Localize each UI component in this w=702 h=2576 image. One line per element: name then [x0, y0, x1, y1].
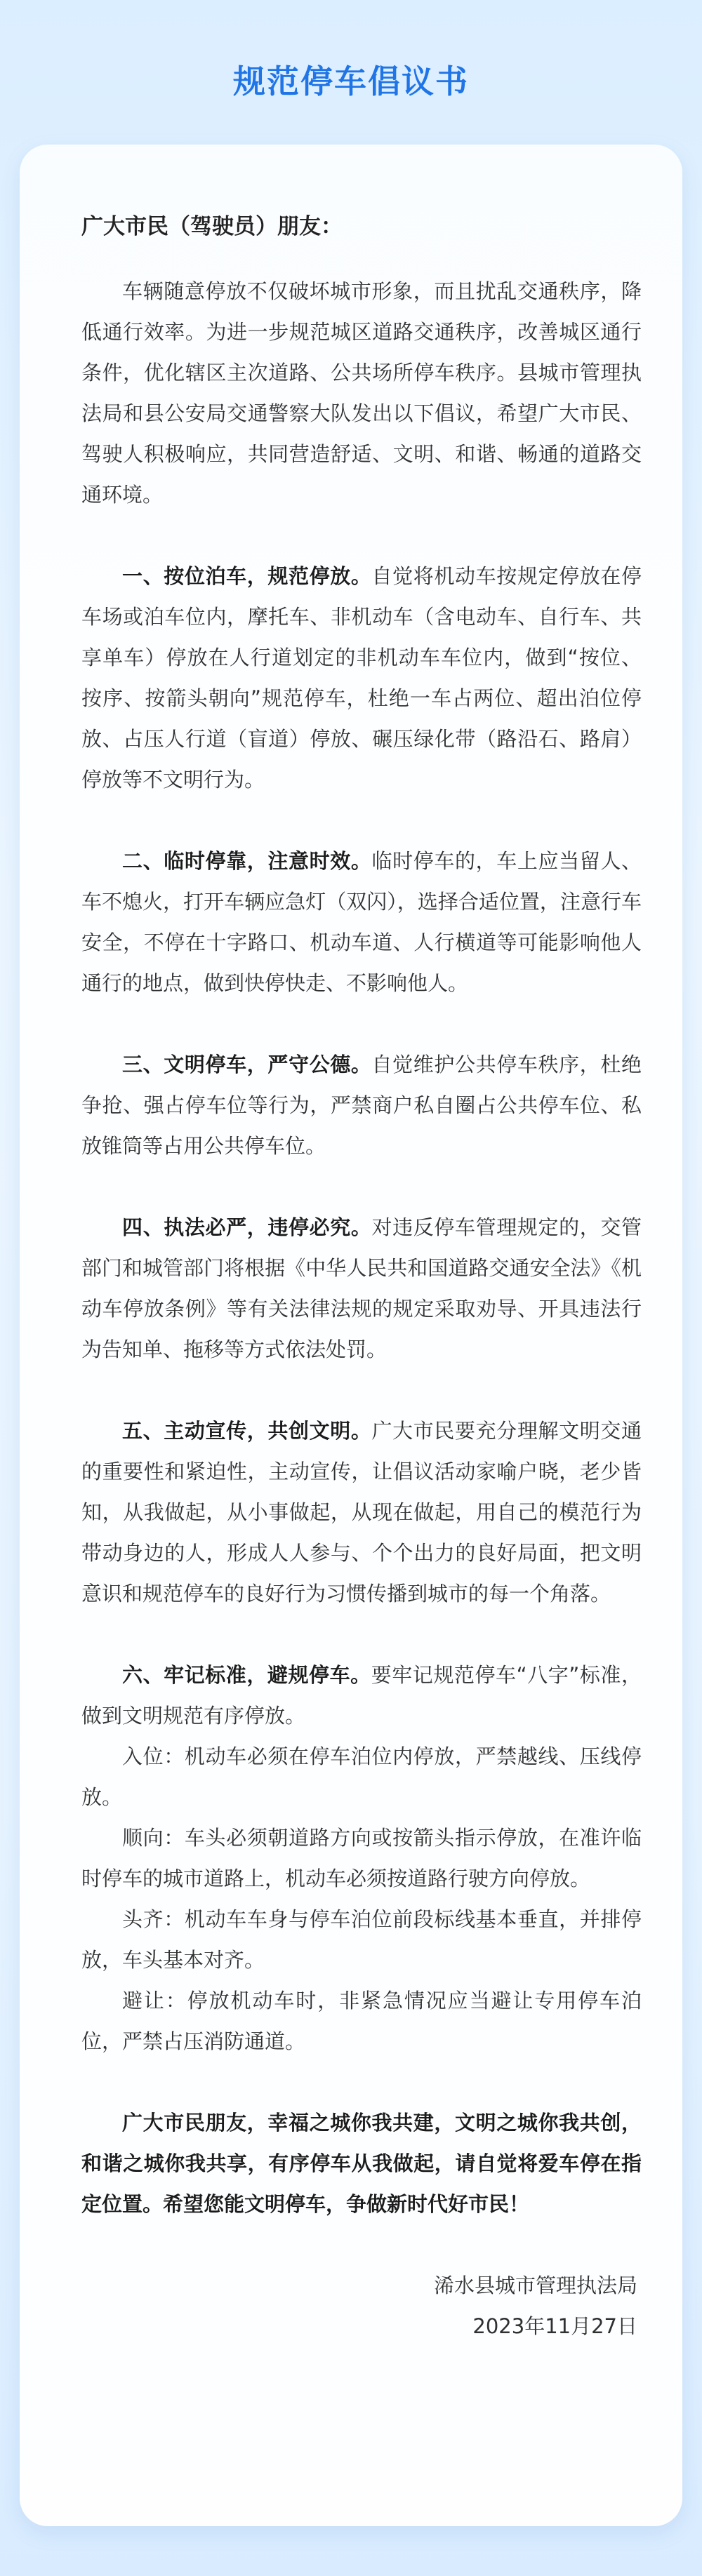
section-5-heading: 五、主动宣传，共创文明。 — [122, 1419, 372, 1443]
section-1-heading: 一、按位泊车，规范停放。 — [122, 564, 372, 588]
signature-org: 浠水县城市管理执法局 — [433, 2274, 637, 2297]
section-5-paragraph — [81, 1410, 642, 1614]
page-title: 规范停车倡议书 — [233, 62, 469, 100]
section-4-heading: 四、执法必严，违停必究。 — [122, 1215, 372, 1239]
section-6-body: 要牢记规范停车“八字”标准，做到文明规范有序停放。 — [81, 1663, 642, 1728]
rule-birang: 避让：停放机动车时，非紧急情况应当避让专用停车泊位，严禁占压消防通道。 — [81, 1989, 642, 2053]
section-4-paragraph — [81, 1207, 642, 1370]
section-6-heading: 六、牢记标准，避规停车。 — [122, 1663, 371, 1687]
intro-paragraph: 车辆随意停放不仅破坏城市形象，而且扰乱交通秩序，降低通行效率。为进一步规范城区道路交通秩序，改善城区通行条件，优化辖区主次道路、公共场所停车秩序。县城市管理执法局和县公安局交通警察大队发出以下倡议，希望广大市民、驾驶人积极响应，共同营造舒适、文明、和谐、畅通的道路交通环境。 — [81, 279, 642, 507]
section-6-paragraph — [81, 1655, 642, 1736]
section-2-paragraph — [81, 841, 642, 1003]
proposal-card — [20, 145, 682, 2526]
section-5-body: 广大市民要充分理解文明交通的重要性和紧迫性，主动宣传，让倡议活动家喻户晓，老少皆知，从我做起，从小事做起，从现在做起，用自己的模范行为带动身边的人，形成人人参与、个个出力的良好局面，把文明意识和规范停车的良好行为习惯传播到城市的每一个角落。 — [81, 1419, 642, 1606]
section-3-paragraph — [81, 1044, 642, 1166]
section-3-heading: 三、文明停车，严守公德。 — [122, 1053, 372, 1076]
section-1-paragraph — [81, 556, 642, 800]
rule-shunxiang: 顺向：车头必须朝道路方向或按箭头指示停放，在准许临时停车的城市道路上，机动车必须按道路行驶方向停放。 — [81, 1826, 642, 1890]
rule-touqi: 头齐：机动车车身与停车泊位前段标线基本垂直，并排停放，车头基本对齐。 — [81, 1907, 642, 1972]
section-1-body: 自觉将机动车按规定停放在停车场或泊车位内，摩托车、非机动车（含电动车、自行车、共享单车）停放在人行道划定的非机动车车位内，做到“按位、按序、按箭头朝向”规范停车，杜绝一车占两位、超出泊位停放、占压人行道（盲道）停放、碾压绿化带（路沿石、路肩）停放等不文明行为。 — [81, 564, 642, 792]
closing-paragraph: 广大市民朋友，幸福之城你我共建，文明之城你我共创，和谐之城你我共享，有序停车从我做起，请自觉将爱车停在指定位置。希望您能文明停车，争做新时代好市民！ — [81, 2111, 642, 2216]
section-4-body: 对违反停车管理规定的，交管部门和城管部门将根据《中华人民共和国道路交通安全法》《机动车停放条例》等有关法律法规的规定采取劝导、开具违法行为告知单、拖移等方式依法处罚。 — [81, 1215, 642, 1361]
rule-ruwei: 入位：机动车必须在停车泊位内停放，严禁越线、压线停放。 — [81, 1744, 642, 1809]
section-2-heading: 二、临时停靠，注意时效。 — [122, 849, 372, 873]
signature — [81, 2265, 642, 2347]
signature-date: 2023年11月27日 — [472, 2314, 637, 2338]
section-2-body: 临时停车的，车上应当留人、车不熄火，打开车辆应急灯（双闪），选择合适位置，注意行车安全，不停在十字路口、机动车道、人行横道等可能影响他人通行的地点，做到快停快走、不影响他人。 — [81, 849, 642, 995]
section-3-body: 自觉维护公共停车秩序，杜绝争抢、强占停车位等行为，严禁商户私自圈占公共停车位、私放锥筒等占用公共停车位。 — [81, 1053, 642, 1158]
greeting: 广大市民（驾驶员）朋友： — [81, 214, 343, 239]
